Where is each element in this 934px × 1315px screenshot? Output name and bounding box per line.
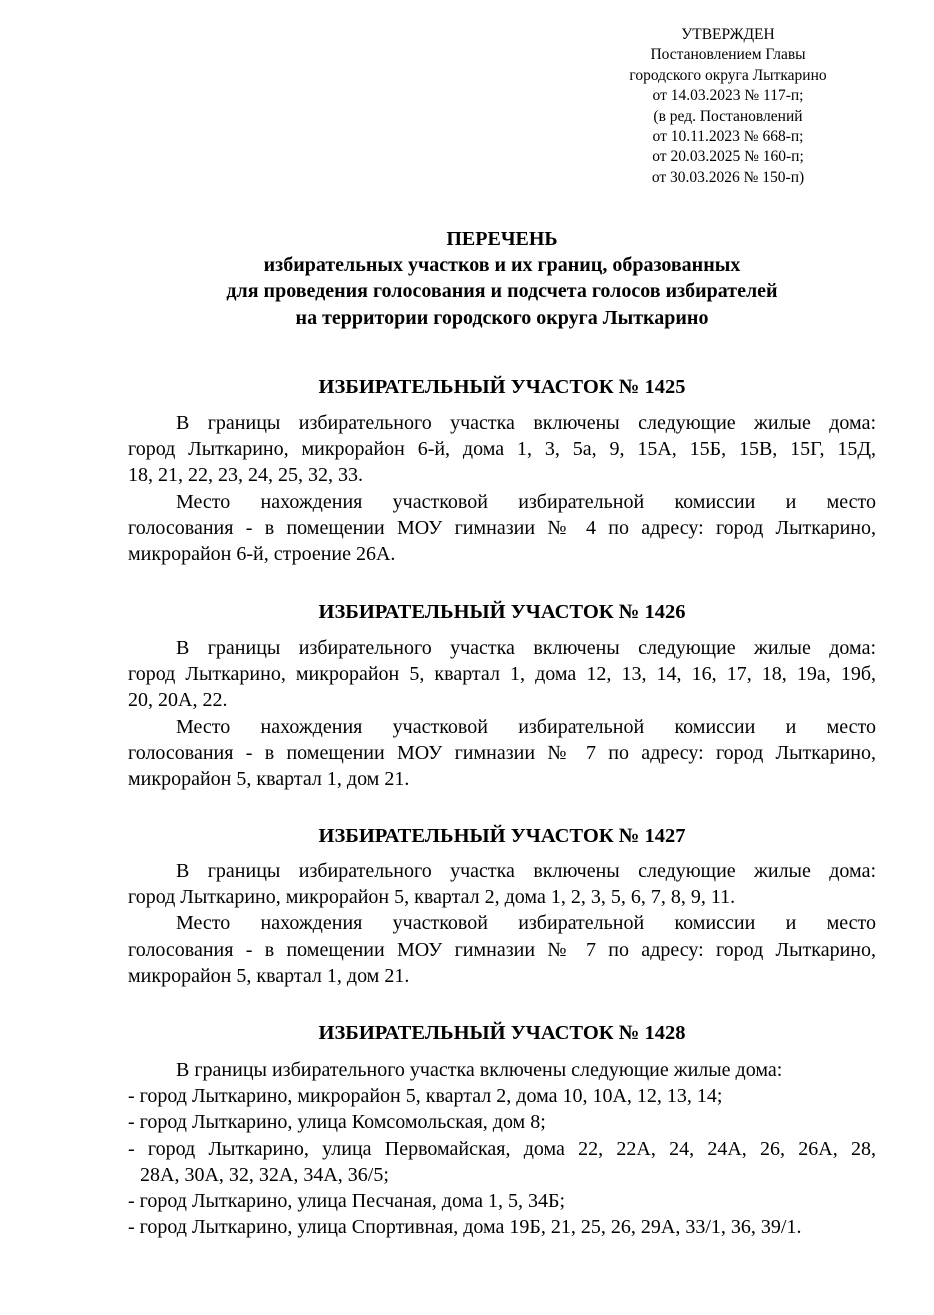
bounds-line: город Лыткарино, микрорайон 5, квартал 2, дома 1, 2, 3, 5, 6, 7, 8, 9, 11.	[128, 886, 736, 909]
section-body-1425	[128, 410, 876, 567]
location-line: Место нахождения участковой избирательной комиссии и место	[176, 490, 876, 513]
location-line: Место нахождения участковой избирательной комиссии и место	[176, 912, 876, 935]
location-line: голосования - в помещении МОУ гимназии № 4 по адресу: город Лыткарино,	[128, 516, 876, 539]
bounds-line: 20, 20А, 22.	[128, 689, 228, 712]
location-line: голосования - в помещении МОУ гимназии № 7 по адресу: город Лыткарино,	[128, 938, 876, 961]
location-line: Место нахождения участковой избирательной комиссии и место	[176, 715, 876, 738]
approval-line: УТВЕРЖДЕН	[681, 26, 775, 43]
bounds-line: город Лыткарино, микрорайон 6-й, дома 1, 3, 5а, 9, 15А, 15Б, 15В, 15Г, 15Д,	[128, 438, 876, 461]
section-heading-1425: ИЗБИРАТЕЛЬНЫЙ УЧАСТОК № 1425	[318, 376, 686, 398]
approval-line: от 10.11.2023 № 668-п;	[652, 128, 804, 146]
section-heading-1426: ИЗБИРАТЕЛЬНЫЙ УЧАСТОК № 1426	[318, 601, 686, 623]
approval-line: (в ред. Постановлений	[653, 107, 803, 125]
title-line: избирательных участков и их границ, образованных	[263, 254, 741, 277]
section-body-1428	[128, 1057, 876, 1240]
bounds-list-item: - город Лыткарино, улица Песчаная, дома 1, 5, 34Б;	[128, 1190, 566, 1213]
section-heading-1428: ИЗБИРАТЕЛЬНЫЙ УЧАСТОК № 1428	[318, 1022, 686, 1044]
title-line: на территории городского округа Лыткарино	[295, 306, 709, 329]
location-line: микрорайон 5, квартал 1, дом 21.	[128, 964, 410, 987]
location-line: голосования - в помещении МОУ гимназии № 7 по адресу: город Лыткарино,	[128, 741, 876, 764]
title-line: ПЕРЕЧЕНЬ	[446, 228, 558, 250]
section-heading-1427: ИЗБИРАТЕЛЬНЫЙ УЧАСТОК № 1427	[318, 825, 686, 847]
document-title	[128, 226, 876, 331]
location-line: микрорайон 6-й, строение 26А.	[128, 543, 396, 566]
approval-line: от 30.03.2026 № 150-п)	[651, 168, 805, 186]
bounds-list-item: - город Лыткарино, улица Первомайская, дома 22, 22А, 24, 24А, 26, 26А, 28,	[128, 1137, 876, 1160]
approval-line: от 14.03.2023 № 117-п;	[652, 87, 804, 105]
bounds-list-item: 28А, 30А, 32, 32А, 34А, 36/5;	[140, 1163, 389, 1186]
approval-line: Постановлением Главы	[650, 46, 806, 64]
bounds-list-item: - город Лыткарино, улица Спортивная, дома 19Б, 21, 25, 26, 29А, 33/1, 36, 39/1.	[128, 1216, 802, 1239]
approval-line: от 20.03.2025 № 160-п;	[652, 148, 804, 166]
title-line: для проведения голосования и подсчета голосов избирателей	[226, 280, 778, 303]
bounds-line: В границы избирательного участка включены следующие жилые дома:	[176, 860, 876, 882]
location-line: микрорайон 5, квартал 1, дом 21.	[128, 768, 410, 791]
bounds-line: город Лыткарино, микрорайон 5, квартал 1, дома 12, 13, 14, 16, 17, 18, 19а, 19б,	[128, 663, 876, 686]
section-body-1427	[128, 858, 876, 989]
bounds-line: 18, 21, 22, 23, 24, 25, 32, 33.	[128, 464, 363, 487]
bounds-line: В границы избирательного участка включены следующие жилые дома:	[176, 637, 876, 659]
section-body-1426	[128, 635, 876, 792]
approval-block	[588, 25, 868, 188]
bounds-line: В границы избирательного участка включены следующие жилые дома:	[176, 412, 876, 434]
bounds-list-item: - город Лыткарино, улица Комсомольская, дом 8;	[128, 1111, 546, 1134]
approval-line: городского округа Лыткарино	[629, 66, 827, 84]
bounds-list-item: - город Лыткарино, микрорайон 5, квартал 2, дома 10, 10А, 12, 13, 14;	[128, 1085, 723, 1108]
bounds-intro: В границы избирательного участка включены следующие жилые дома:	[176, 1059, 783, 1081]
